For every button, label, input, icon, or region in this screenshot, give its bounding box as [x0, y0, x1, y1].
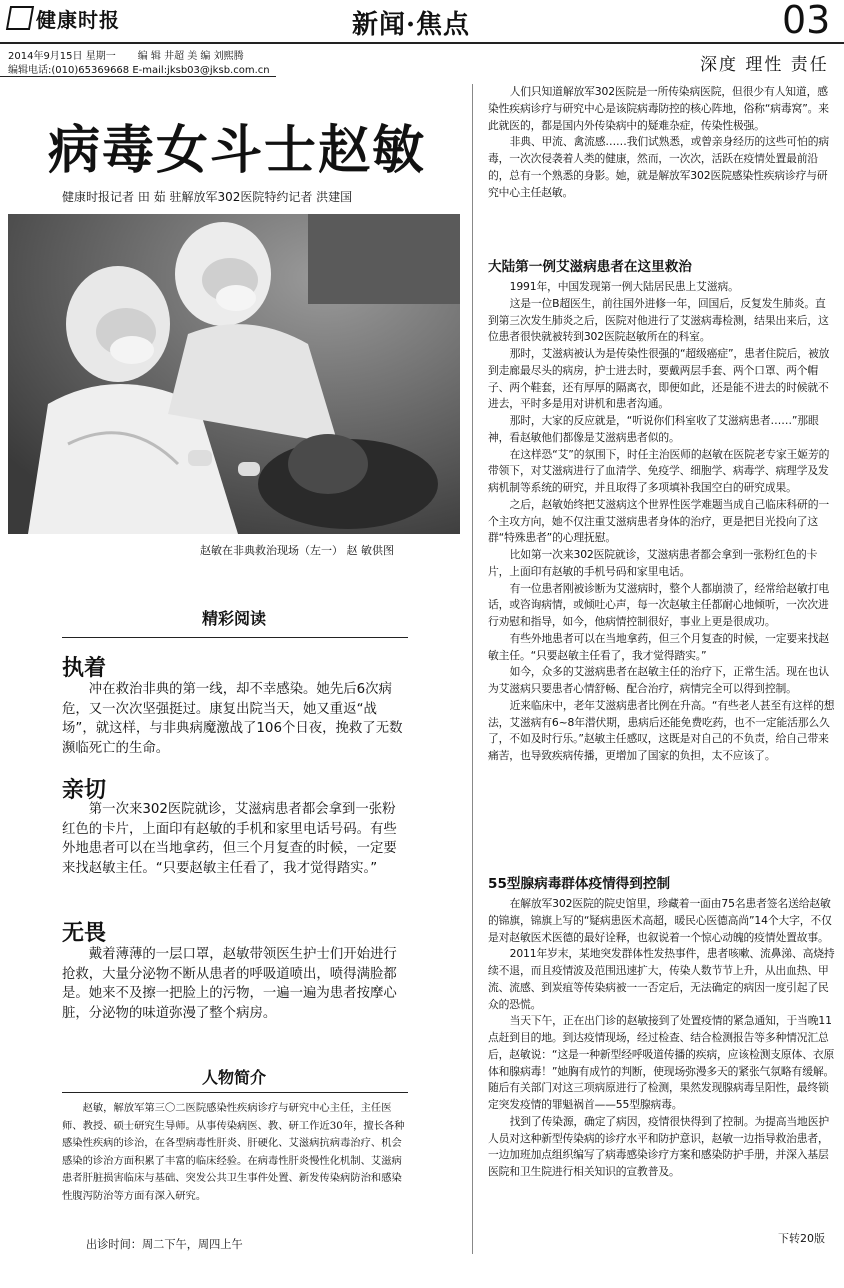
profile-title: 人物简介 — [201, 1068, 266, 1087]
newspaper-logo — [8, 4, 138, 30]
contact-line: 编辑电话:(010)65369668 E-mail:jksb03@jksb.com.cn — [8, 65, 270, 76]
slogan: 深度 理性 责任 — [700, 55, 829, 75]
body-paragraph: 那时，艾滋病被认为是传染性很强的“超级癌症”，患者住院后，被放到走廊最尽头的病房，护士进去时，要戴两层手套、两个口罩、两个帽子、两个鞋套，还有厚厚的隔离衣，即便如此，还是能不进去的时候就不进去，平时多是用对讲机和患者沟通。 — [488, 347, 830, 411]
section2-block — [488, 896, 836, 1181]
body-paragraph: 之后，赵敏始终把艾滋病这个世界性医学难题当成自己临床科研的一个主攻方向，她不仅注重艾滋病患者身体的治疗，更是把目光投向了这群“特殊患者”的心理抚慰。 — [488, 497, 829, 545]
photo-caption: 赵敏在非典救治现场（左一） 赵 敏供图 — [200, 544, 394, 557]
body-paragraph: 非典、甲流、禽流感……我们试熟悉，或曾亲身经历的这些可怕的病毒，一次次侵袭着人类的健康，然而，一次次，活跃在疫情处置最前沿的，总有一个熟悉的身影。她，就是解放军302医院感染性疾病诊疗与研究中心主任赵敏。 — [488, 135, 829, 199]
date-line — [8, 47, 244, 62]
body-paragraph: 在这样恐“艾”的氛围下，时任主治医师的赵敏在医院老专家王姬芳的带领下，对艾滋病进行了血清学、免疫学、细胞学、病毒学、病理学及发病机制等系统的研究，并且取得了多项填补我国空白的研究成果。 — [488, 447, 830, 494]
body-paragraph: 这是一位B超医生，前往国外进修一年，回国后，反复发生肺炎。直到第三次发生肺炎之后，医院对他进行了艾滋病毒检测，结果出来后，这位患者很快就被转到302医院赵敏所在的科室。 — [488, 296, 829, 344]
date-text: 2014年9月15日 星期一 — [8, 51, 116, 62]
body-paragraph: 有一位患者刚被诊断为艾滋病时，整个人都崩溃了，经常给赵敏打电话，或咨询病情，或倾吐心声，每一次赵敏主任都耐心地倾听，一次次进行劝慰和指导，如今，他病情控制很好，事业上更是很成功。 — [488, 581, 829, 628]
page-number: 03 — [782, 0, 831, 42]
highlight-keyword: 亲切 — [62, 778, 107, 803]
headline: 病毒女斗士赵敏 — [48, 120, 427, 181]
body-paragraph: 人们只知道解放军302医院是一所传染病医院，但很少有人知道，感染性疾病诊疗与研究中心是该院病毒防控的核心阵地，俗称“病毒窝”。来此就医的，都是国内外传染病中的疑难杂症，传染性极强。 — [488, 85, 829, 132]
editor-text: 编 辑 井超 美 编 刘熙腾 — [137, 51, 244, 62]
masthead-rule — [0, 42, 844, 44]
body-paragraph: 2011年岁末，某地突发群体性发热事件，患者咳嗽、流鼻涕、高烧持续不退，而且疫情波及范围迅速扩大，传染人数节节上升，从出血热、甲流、流感、到炭疽等传染病被一一否定后，无法确定的病因一度引起了民众的恐慌。 — [488, 947, 835, 1011]
highlights-title: 精彩阅读 — [201, 609, 266, 628]
byline: 健康时报记者 田 茹 驻解放军302医院特约记者 洪建国 — [62, 190, 353, 204]
column-divider — [472, 84, 473, 1254]
meta-rule — [0, 76, 276, 77]
highlight-keyword: 执着 — [62, 656, 107, 681]
medical-team-photo-icon — [8, 214, 460, 534]
highlight-text: 戴着薄薄的一层口罩，赵敏带领医生护士们开始进行抢救，大量分泌物不断从患者的呼吸道喷出，喷得满脸都是。她来不及擦一把脸上的污物，一遍一遍为患者按摩心脏，分泌物的味道弥漫了整个病房。 — [62, 947, 397, 1021]
body-paragraph: 当天下午，正在出门诊的赵敏接到了处置疫情的紧急通知，于当晚11点赶到目的地。到达疫情现场，经过检查、结合检测报告等多种情况汇总后，赵敏说：“这是一种新型经呼吸道传播的疾病，应该检测支原体、衣原体和腺病毒！”她胸有成竹的判断，使现场弥漫多天的紧张气氛略有缓解。随后有关部门对这三项病原进行了检测，果然发现腺病毒呈阳性，最终锁定突发疫情的罪魁祸首——55型腺病毒。 — [488, 1014, 835, 1111]
logo-icon — [6, 6, 34, 30]
body-paragraph: 那时，大家的反应就是，“听说你们科室收了艾滋病患者……”那眼神，看赵敏他们都像是艾滋病患者似的。 — [488, 414, 819, 444]
clinic-hours: 出诊时间：周二下午，周四上午 — [86, 1238, 243, 1251]
body-paragraph: 找到了传染源，确定了病因，疫情很快得到了控制。为提高当地医护人员对这种新型传染病的诊疗水平和防护意识，赵敏一边指导救治患者，一边加班加点组织编写了病毒感染诊疗方案和感染防护手册，并深入基层医院和卫生院进行相关知识的宣教普及。 — [488, 1114, 829, 1178]
section-title: 新闻·焦点 — [352, 10, 471, 40]
body-paragraph: 1991年，中国发现第一例大陆居民患上艾滋病。 — [509, 280, 739, 293]
section-heading: 大陆第一例艾滋病患者在这里救治 — [488, 259, 692, 275]
section-heading: 55型腺病毒群体疫情得到控制 — [488, 876, 671, 892]
highlights-rule — [62, 637, 408, 638]
article-photo — [8, 214, 460, 534]
section1-block — [488, 279, 836, 765]
logo-text: 健康时报 — [36, 8, 120, 32]
body-paragraph: 如今，众多的艾滋病患者在赵敏主任的治疗下，正常生活。现在也认为艾滋病只要患者心情舒畅、配合治疗，病情完全可以得到控制。 — [488, 665, 829, 695]
body-paragraph: 近来临床中，老年艾滋病患者比例在升高。“有些老人甚至有这样的想法，艾滋病有6~8年潜伏期，患病后还能免费吃药，也不一定能活那么久了，不如及时行乐。”赵敏主任感叹，这既是对自己的不负责，给自己带来痛苦，也导致疾病传播，更增加了国家的负担，太不应该了。 — [488, 698, 835, 762]
body-paragraph: 在解放军302医院的院史馆里，珍藏着一面由75名患者签名送给赵敏的锦旗，锦旗上写的“疑病患医术高超，暖民心医德高尚”14个大字，不仅是对赵敏医术医德的最好诠释，也叙说着一个惊心动魄的疫情处置故事。 — [488, 897, 832, 944]
intro-block — [488, 84, 836, 201]
continued-note: 下转20版 — [778, 1232, 825, 1245]
highlight-text: 第一次来302医院就诊，艾滋病患者都会拿到一张粉红色的卡片，上面印有赵敏的手机和家里电话号码。有些外地患者可以在当地拿药，但三个月复查的时候，一定要来找赵敏主任。“只要赵敏主任看了，我才觉得踏实。” — [62, 802, 397, 876]
highlight-text: 冲在救治非典的第一线，却不幸感染。她先后6次病危，又一次次坚强挺过。康复出院当天，她又重返“战场”，就这样，与非典病魔激战了106个日夜，挽救了无数濒临死亡的生命。 — [62, 682, 403, 756]
body-paragraph: 有些外地患者可以在当地拿药，但三个月复查的时候，一定要来找赵敏主任。“只要赵敏主任看了，我才觉得踏实。” — [488, 631, 829, 662]
profile-text: 赵敏，解放军第三〇二医院感染性疾病诊疗与研究中心主任，主任医师、教授、硕士研究生导师。从事传染病医、教、研工作近30年，擅长各种感染性疾病的诊治，在各型病毒性肝炎、肝硬化、艾滋病抗病毒治疗、机会感染的诊治方面积累了丰富的临床经验。在病毒性肝炎慢性化机制、艾滋病患者肝脏损害临床与基础、突发公共卫生事件处置、新发传染病防治和感染性腹泻防治等方面有深入研究。 — [62, 1102, 405, 1202]
body-paragraph: 比如第一次来302医院就诊，艾滋病患者都会拿到一张粉红色的卡片，上面印有赵敏的手机号码和家里电话。 — [488, 548, 818, 578]
profile-rule — [62, 1092, 408, 1093]
highlight-keyword: 无畏 — [62, 921, 107, 946]
